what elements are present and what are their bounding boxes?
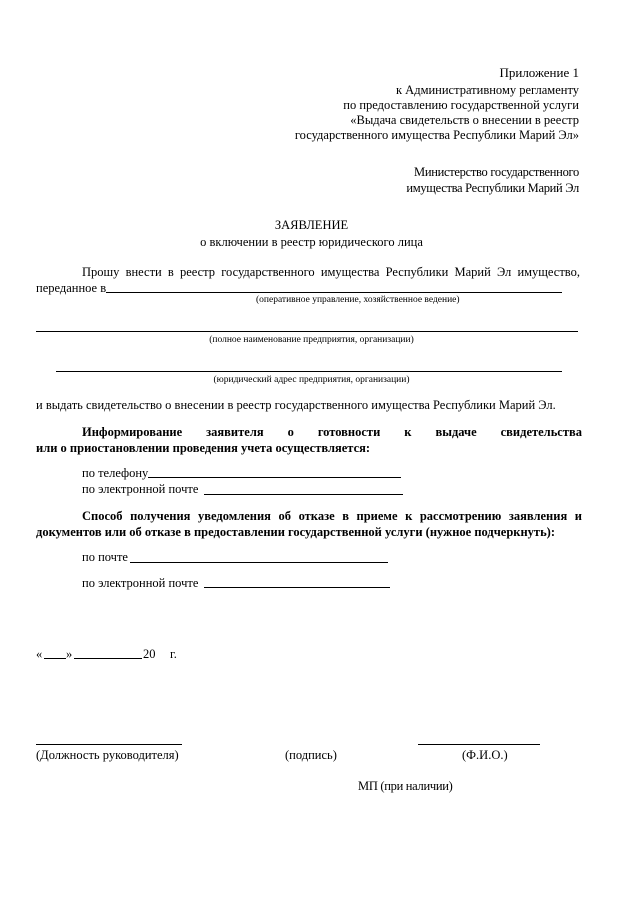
notify-word: свидетельства — [500, 425, 582, 439]
refusal-line-2: документов или об отказе в предоставлении государственной услуги (нужное подчеркнуть): — [36, 525, 556, 539]
refusal-email-label: по электронной почте — [82, 576, 199, 590]
addressee-line-1: Министерство государственного — [414, 165, 579, 179]
enterprise-name-field[interactable] — [36, 331, 578, 332]
notify-word: заявителя — [206, 425, 264, 439]
request-line-1-text: Прошу внести в реестр государственного имущества Республики Марий Эл имущество, — [82, 265, 580, 279]
date-month-field[interactable] — [74, 658, 142, 659]
appendix-title: Приложение 1 — [499, 65, 579, 80]
notify-ready-line-1 — [82, 426, 582, 439]
appendix-line-3: «Выдача свидетельств о внесении в реестр — [350, 113, 579, 127]
stamp-label: МП (при наличии) — [358, 779, 453, 793]
fio-label: (Ф.И.О.) — [462, 748, 508, 762]
fio-field[interactable] — [418, 744, 540, 745]
refusal-email-field[interactable] — [204, 587, 390, 588]
addressee-line-2: имущества Республики Марий Эл — [406, 181, 579, 195]
notify-ready-line-2: или о приостановлении проведения учета осуществляется: — [36, 441, 371, 455]
refusal-word: Способ — [82, 509, 123, 523]
transfer-type-hint: (оперативное управление, хозяйственное ведение) — [256, 295, 460, 305]
refusal-word: приеме — [356, 509, 398, 523]
appendix-line-4: государственного имущества Республики Марий Эл» — [294, 128, 579, 142]
phone-field[interactable] — [148, 477, 401, 478]
email-label: по электронной почте — [82, 482, 199, 496]
signature-label: (подпись) — [285, 748, 337, 762]
mail-label: по почте — [82, 550, 128, 564]
enterprise-name-hint: (полное наименование предприятия, организации) — [209, 335, 414, 345]
notify-word: о — [287, 425, 294, 439]
request-closing: и выдать свидетельство о внесении в реестр государственного имущества Республики Марий Эл. — [36, 398, 556, 412]
request-line-1 — [82, 266, 580, 279]
appendix-line-1: к Административному регламенту — [395, 83, 579, 97]
refusal-word: об — [278, 509, 292, 523]
refusal-word: рассмотрению — [419, 509, 502, 523]
email-field[interactable] — [204, 494, 403, 495]
date-year-suffix: г. — [170, 647, 177, 661]
notify-word: Информирование — [82, 425, 183, 439]
notify-word: готовности — [317, 425, 381, 439]
request-line-2-prefix: переданное в — [36, 281, 107, 295]
refusal-word: уведомления — [197, 509, 271, 523]
appendix-line-2: по предоставлению государственной услуги — [343, 98, 579, 112]
refusal-word: заявления — [508, 509, 568, 523]
notify-word: выдаче — [435, 425, 477, 439]
position-field[interactable] — [36, 744, 182, 745]
legal-address-hint: (юридический адрес предприятия, организации) — [213, 375, 410, 385]
position-label: (Должность руководителя) — [36, 748, 179, 762]
refusal-word: получения — [130, 509, 191, 523]
transfer-type-field[interactable] — [106, 292, 562, 293]
date-year-prefix: 20 — [143, 647, 156, 661]
refusal-word: к — [405, 509, 413, 523]
mail-field[interactable] — [130, 562, 388, 563]
document-subtitle: о включении в реестр юридического лица — [200, 235, 423, 249]
legal-address-field[interactable] — [56, 371, 562, 372]
refusal-line-1 — [82, 510, 582, 523]
refusal-word: отказе — [298, 509, 335, 523]
document-title: ЗАЯВЛЕНИЕ — [274, 218, 349, 232]
date-open-quote: « — [36, 647, 43, 661]
refusal-word: в — [342, 509, 349, 523]
notify-word: к — [404, 425, 412, 439]
phone-label: по телефону — [82, 466, 149, 480]
refusal-word: и — [574, 509, 582, 523]
date-close-quote: » — [66, 647, 73, 661]
date-day-field[interactable] — [44, 658, 66, 659]
